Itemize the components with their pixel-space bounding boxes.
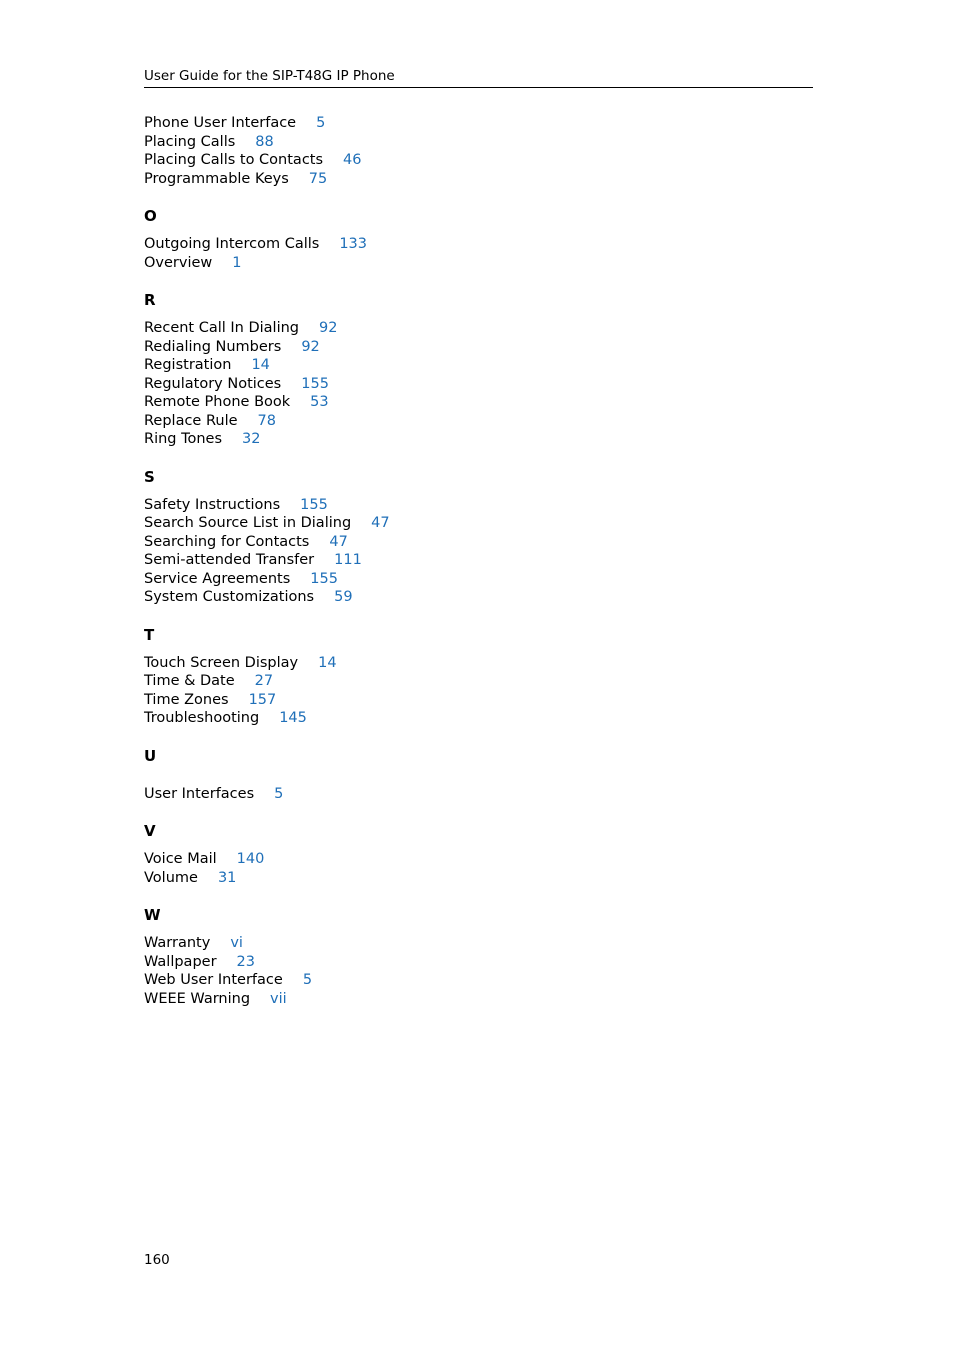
index-term: Time Zones [144, 691, 229, 708]
index-entry [144, 254, 744, 273]
index-entry [144, 990, 744, 1009]
section-letter: R [144, 291, 156, 309]
index-page-link[interactable]: 155 [301, 375, 329, 392]
index-entry [144, 319, 744, 338]
index-entry [144, 338, 744, 357]
section-gap [144, 644, 744, 654]
index-term: Ring Tones [144, 431, 223, 447]
index-entry [144, 551, 744, 570]
index-page-link[interactable]: 14 [318, 654, 337, 671]
index-entry [144, 170, 744, 189]
index-page-link[interactable]: 145 [279, 710, 307, 726]
index-term: Touch Screen Display [144, 654, 299, 671]
index-entry [144, 654, 744, 673]
index-term: Regulatory Notices [144, 375, 282, 392]
index-page-link[interactable]: 75 [308, 170, 328, 187]
index-term: Outgoing Intercom Calls [144, 236, 320, 252]
section-letter: O [144, 207, 157, 225]
index-term: Warranty [144, 935, 211, 951]
index-term: Placing Calls [144, 133, 236, 150]
index-term: System Customizations [144, 589, 315, 605]
section-gap [144, 840, 744, 850]
index-page-link[interactable]: 140 [236, 851, 265, 867]
index-term: Remote Phone Book [144, 394, 291, 410]
index-entry [144, 785, 744, 804]
section-gap [144, 272, 744, 291]
index-page-link[interactable]: vi [230, 935, 243, 951]
index-entry [144, 412, 744, 431]
index-entry [144, 151, 744, 170]
index-page-link[interactable]: 59 [334, 589, 353, 605]
index-page-link[interactable]: 155 [300, 496, 328, 513]
section-gap [144, 728, 744, 747]
index-term: Safety Instructions [144, 496, 281, 513]
index-entry [144, 588, 744, 607]
index-term: Searching for Contacts [144, 533, 310, 550]
index-page-link[interactable]: 1 [232, 254, 242, 271]
index-term: Voice Mail [144, 851, 217, 867]
header-title: User Guide for the SIP-T48G IP Phone [144, 68, 395, 84]
index-term: Programmable Keys [144, 170, 289, 187]
index-page-link[interactable]: 47 [329, 533, 348, 550]
index-entry [144, 934, 744, 953]
index-entry [144, 953, 744, 972]
index-page-link[interactable]: 157 [248, 691, 277, 708]
section-gap [144, 765, 744, 785]
index-page-link[interactable]: vii [270, 990, 287, 1007]
section-gap [144, 486, 744, 496]
index-page-link[interactable]: 53 [310, 394, 329, 410]
index-list [144, 114, 744, 1008]
index-entry [144, 850, 744, 869]
index-term: Replace Rule [144, 412, 238, 429]
index-term: Service Agreements [144, 570, 291, 587]
index-page-link[interactable]: 31 [217, 869, 237, 886]
index-page-link[interactable]: 133 [339, 236, 367, 252]
index-entry [144, 533, 744, 552]
section-gap [144, 887, 744, 906]
running-header [144, 68, 813, 88]
index-entry [144, 496, 744, 515]
section-gap [144, 803, 744, 822]
index-term: Search Source List in Dialing [144, 515, 352, 531]
index-page-link[interactable]: 14 [251, 357, 270, 373]
section-gap [144, 449, 744, 468]
index-entry [144, 235, 744, 254]
index-page-link[interactable]: 155 [310, 570, 338, 587]
section-letter: U [144, 746, 157, 765]
section-letter: V [144, 822, 156, 840]
index-term: Registration [144, 357, 232, 373]
index-term: Volume [144, 869, 198, 886]
index-page-link[interactable]: 78 [257, 412, 276, 429]
index-page-link[interactable]: 32 [242, 431, 261, 447]
index-page-link[interactable]: 88 [255, 133, 274, 150]
index-entry [144, 375, 744, 394]
index-entry [144, 971, 744, 990]
index-term: Web User Interface [144, 972, 283, 988]
index-entry [144, 691, 744, 710]
index-page-link[interactable]: 23 [236, 953, 255, 970]
index-page-link[interactable]: 47 [371, 515, 390, 531]
index-term: Semi-attended Transfer [144, 552, 315, 568]
section-gap [144, 188, 744, 207]
page-number: 160 [144, 1252, 170, 1268]
index-page-link[interactable]: 111 [334, 552, 362, 568]
index-page-link[interactable]: 5 [274, 785, 284, 802]
section-letter: W [144, 906, 161, 924]
index-term: Redialing Numbers [144, 338, 282, 355]
index-entry [144, 133, 744, 152]
index-entry [144, 356, 744, 375]
index-term: Time & Date [144, 673, 235, 689]
index-entry [144, 514, 744, 533]
index-term: Recent Call In Dialing [144, 320, 300, 336]
index-page-link[interactable]: 5 [302, 972, 313, 988]
index-term: WEEE Warning [144, 990, 251, 1007]
index-page-link[interactable]: 27 [254, 673, 274, 689]
index-entry [144, 430, 744, 449]
section-letter: S [144, 467, 155, 486]
index-entry [144, 709, 744, 728]
section-gap [144, 607, 744, 626]
index-term: Placing Calls to Contacts [144, 152, 324, 168]
section-gap [144, 309, 744, 319]
index-page-link[interactable]: 92 [301, 338, 320, 355]
index-term: User Interfaces [144, 785, 255, 802]
index-term: Troubleshooting [144, 710, 260, 726]
index-entry [144, 114, 744, 133]
index-page-link[interactable]: 92 [319, 320, 338, 336]
section-gap [144, 924, 744, 934]
index-page-link[interactable]: 46 [343, 152, 362, 168]
index-entry [144, 393, 744, 412]
section-letter: T [144, 625, 155, 644]
index-term: Wallpaper [144, 953, 217, 970]
section-gap [144, 225, 744, 235]
index-term: Phone User Interface [144, 115, 297, 131]
index-term: Overview [144, 254, 213, 271]
index-entry [144, 570, 744, 589]
index-entry [144, 869, 744, 888]
index-entry [144, 672, 744, 691]
index-page-link[interactable]: 5 [316, 115, 326, 131]
